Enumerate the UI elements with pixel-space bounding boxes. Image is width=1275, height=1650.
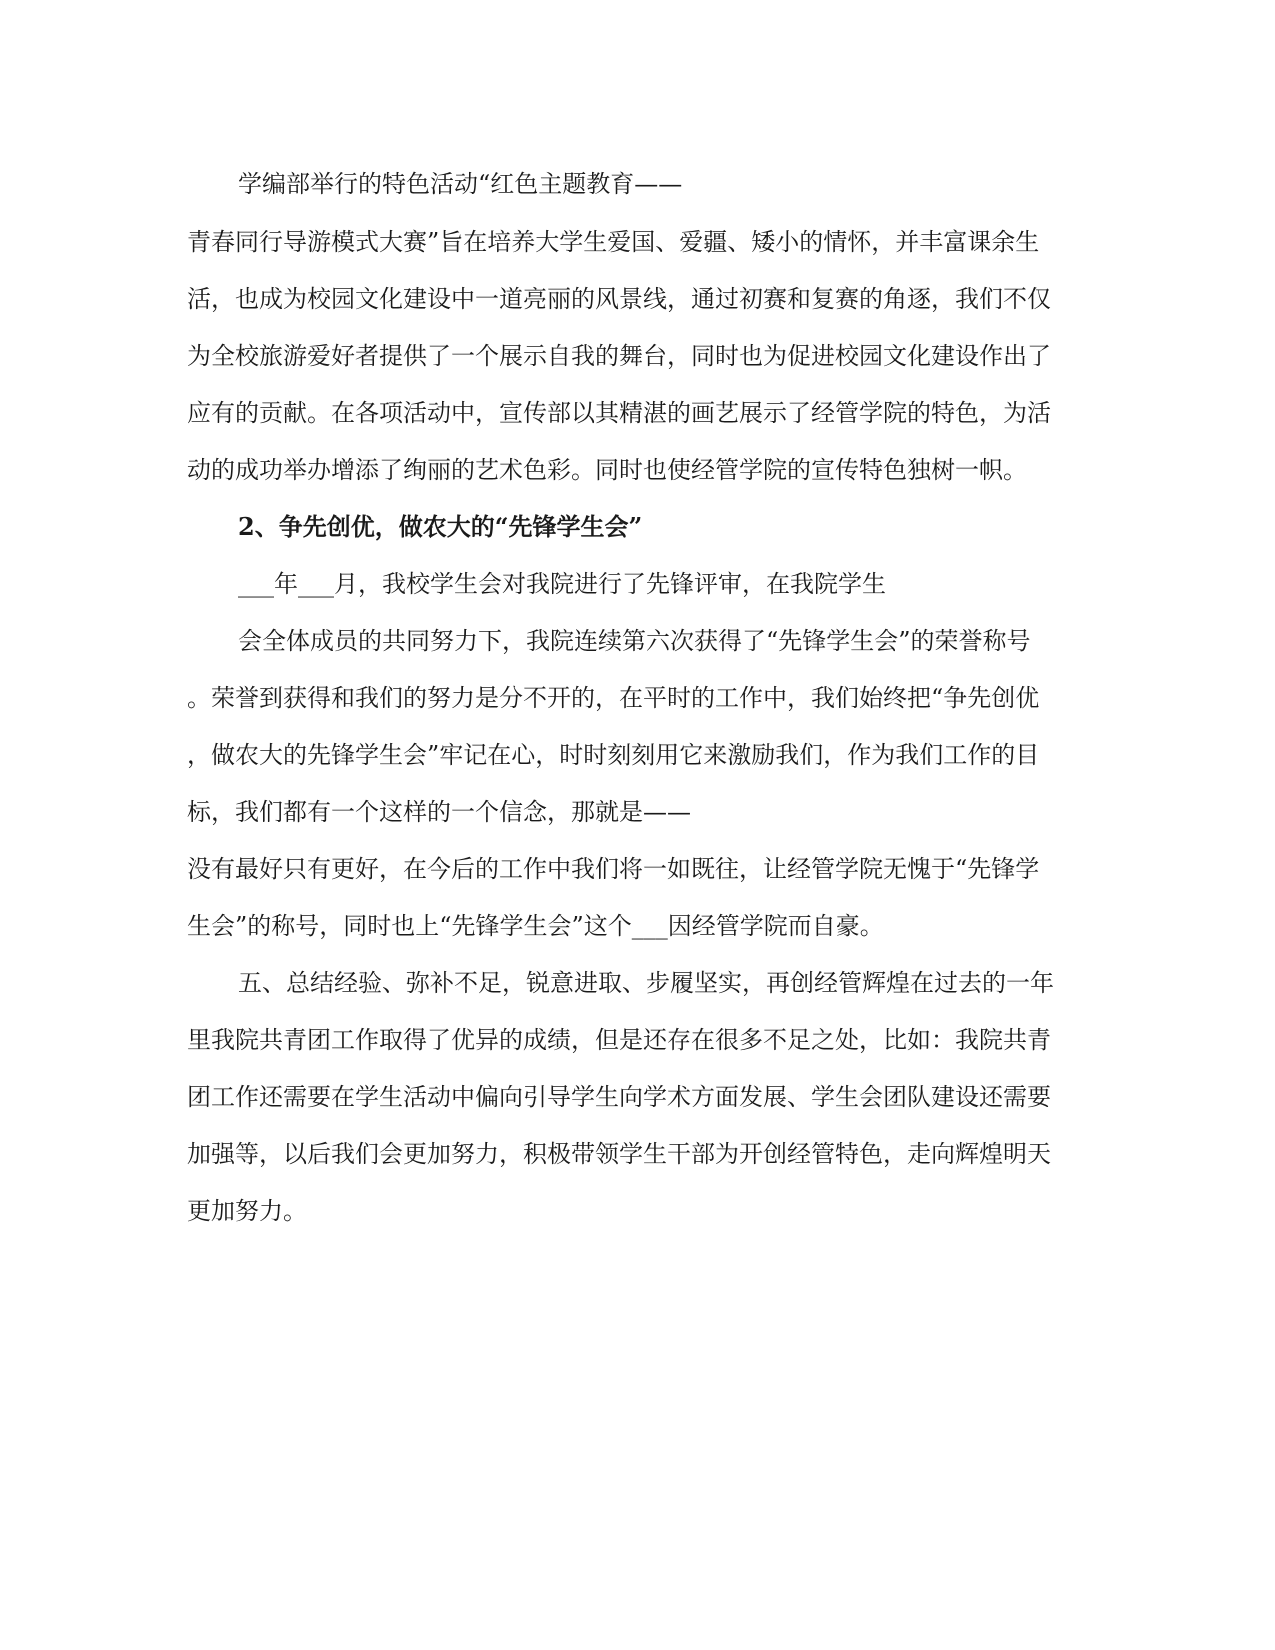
text-line: 青春同行导游模式大赛”旨在培养大学生爱国、爱疆、矮小的情怀，并丰富课余生	[187, 228, 1040, 256]
text-line: 应有的贡献。在各项活动中，宣传部以其精湛的画艺展示了经管学院的特色，为活	[187, 399, 1051, 427]
text-line: 生会”的称号，同时也上“先锋学生会”这个___因经管学院而自豪。	[187, 912, 884, 940]
text-line: 加强等，以后我们会更加努力，积极带领学生干部为开创经管特色，走向辉煌明天	[187, 1140, 1051, 1168]
text-line: 没有最好只有更好，在今后的工作中我们将一如既往，让经管学院无愧于“先锋学	[187, 855, 1040, 883]
section-heading: 2、争先创优，做农大的“先锋学生会”	[238, 512, 643, 541]
text-line: 更加努力。	[187, 1197, 307, 1225]
text-line: 活，也成为校园文化建设中一道亮丽的风景线，通过初赛和复赛的角逐，我们不仅	[187, 285, 1051, 313]
text-line: 标，我们都有一个这样的一个信念，那就是——	[187, 798, 691, 826]
text-line: 五、总结经验、弥补不足，锐意进取、步履坚实，再创经管辉煌在过去的一年	[238, 969, 1054, 997]
text-line: ，做农大的先锋学生会”牢记在心，时时刻刻用它来激励我们，作为我们工作的目	[187, 741, 1040, 769]
text-line: 会全体成员的共同努力下，我院连续第六次获得了“先锋学生会”的荣誉称号	[238, 627, 1031, 655]
text-line: ___年___月，我校学生会对我院进行了先锋评审，在我院学生	[238, 570, 886, 598]
text-line: 学编部举行的特色活动“红色主题教育——	[238, 170, 683, 198]
text-line: 动的成功举办增添了绚丽的艺术色彩。同时也使经管学院的宣传特色独树一帜。	[187, 456, 1027, 484]
text-line: 团工作还需要在学生活动中偏向引导学生向学术方面发展、学生会团队建设还需要	[187, 1083, 1051, 1111]
text-line: 为全校旅游爱好者提供了一个展示自我的舞台，同时也为促进校园文化建设作出了	[187, 342, 1051, 370]
text-line: 。荣誉到获得和我们的努力是分不开的，在平时的工作中，我们始终把“争先创优	[187, 684, 1040, 712]
text-line: 里我院共青团工作取得了优异的成绩，但是还存在很多不足之处，比如：我院共青	[187, 1026, 1051, 1054]
